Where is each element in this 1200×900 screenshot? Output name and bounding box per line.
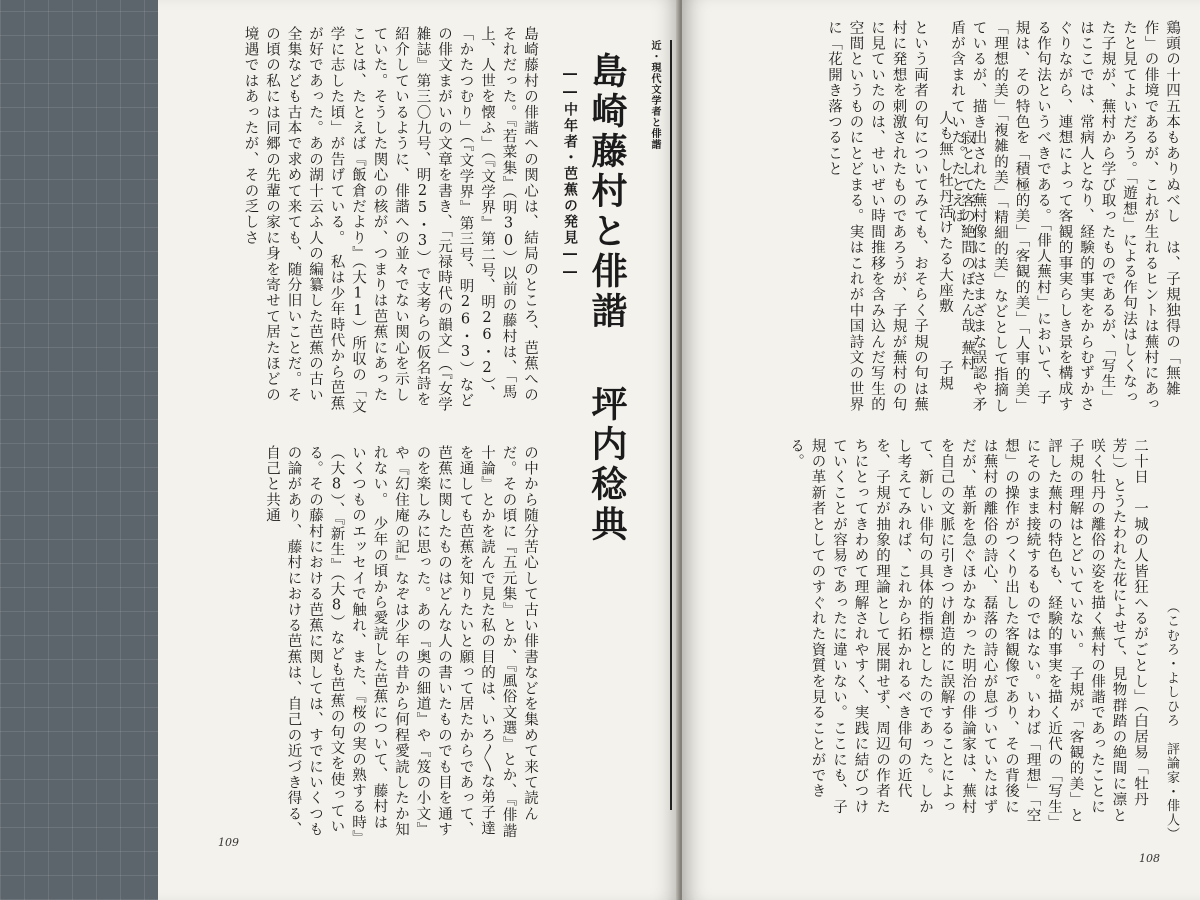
haiku-shiki-author: 子規: [937, 360, 953, 392]
right-page: [682, 0, 1200, 900]
right-upper-text: 鶏頭の十四五本もありぬべし は、子規独得の「無雑作」の俳境であるが、これが生れるヒントは蕪村にあったと見てよいだろう。「遊想」による作句法はしくなった子規が、蕪村から学び取ったものであるが、「写生」はここでは、常病人となり、経験的事実をからむずかさぐりながら、連想によって客観的事実らしき景を構成する作句法というべきである。「俳人蕪村」において、子規は、その特色を「積極的美」「客観的美」「人事的美」「理想的美」「複雑的美」「精細的美」などとして指摘しているが、描き出された蕪村像にはさまざまな誤認や矛盾が含まれていた。たとえば、: [949, 20, 1180, 414]
series-rule: [670, 40, 672, 810]
right-lower-text: 二十日 一城の人皆狂へるがごとし」（白居易「牡丹芳」）とうたわれた花によせて、見物群踏の絶間に凛と咲く牡丹の離俗の姿を描く蕪村の俳諧であったことに子規の理解はとどいていない。 子規が「客観的美」と評した蕪村の特色も、経験的事実を描く近代の「写生」にそのまま接続するものではない。いわば「理想」「空想」の操作がつくり出した客観像であり、その背後には蕪村の離俗の詩心、磊落の詩心が息づいていたはずだが、革新を急ぐほかなかった明治の俳論家は、蕪村を自己の文脈に引きつけ創造的に誤解することによって、新しい俳句の具体的指標としたのであった。しかし考えてみれば、これから拓かれるべき俳句の近代を、子規が抽象的理論として展開せず、周辺の作者たちにとってきわめて理解されやすく、実践に結びつけていくことが容易であったに違いない。ここにも、子規の革新者としてのすぐれた資質を見ることができる。: [788, 438, 1148, 824]
right-upper-text-2: という両者の句についてみても、おそらく子規の句は蕪村に発想を刺激されたものであろうが、子規が蕪村の句に見ていたのは、せいぜい時間推移を含み込んだ写生的空間というものにとどまる。実はこれが中国詩文の世界に「花開き落つること: [826, 20, 928, 413]
article-subtitle: ――中年者・芭蕉の発見――: [562, 66, 578, 282]
left-page: [158, 0, 680, 900]
series-label: 近・現代文学者と俳諧: [649, 40, 660, 150]
page-number-left: 109: [218, 836, 239, 849]
left-lower-text: の中から随分苦心して古い俳書などを集めて来て読んだ。その頃に『五元集』とか、『風俗文選』とか、『俳諧十論』とかを読んで見た私の目的は、いろ〳〵な弟子達を通しても芭蕉を知りたいと願って居たからであって、芭蕉に関したものはどんな人の書いたものでも目を通すのを楽しみに思った。あの『奥の細道』や『笈の小文』や『幻住庵の記』なぞは少年の昔から何程愛読したか知れない。 少年の頃から愛読した芭蕉について、藤村はいくつものエッセイで触れ、また、『桜の実の熟する時』（大8）、『新生』（大8）なども芭蕉の句文を使っている。その藤村における芭蕉に関しては、すでにいくつもの論があり、藤村における芭蕉は、自己の近づき得る、自己と共通: [264, 445, 538, 839]
author-name: 坪内稔典: [586, 385, 627, 545]
author-signature: （こむろ・よしひろ 評論家・俳人）: [1164, 600, 1179, 842]
haiku-buson-author: 蕪村: [959, 340, 975, 372]
haiku-buson: 寂として客の絶間のぼたん哉: [959, 130, 975, 335]
cutting-mat: [0, 0, 160, 900]
article-title: 島崎藤村と俳諧: [586, 52, 627, 332]
page-number-right: 108: [1139, 852, 1160, 865]
left-upper-text: 島崎藤村の俳諧への関心は、結局のところ、芭蕉へのそれだった。『若菜集』（明30）以前の藤村は、「馬上、人世を懐ふ」（『文学界』第二号、明26・2）、「かたつむり」（『文学界』第三号、明26・3）などの俳文まがいの文章を書き、「元禄時代の韻文」（『女学雑誌』第三〇九号、明25・3）で支考らの仮名詩を紹介しているように、俳諧への並々でない関心を示していた。そうした関心の核が、つまりは芭蕉にあったことは、たとえば『飯倉だより』（大11）所収の「文学に志した頃」が告げている。 私は少年時代から芭蕉が好であった。あの湖十云ふ人の編纂した芭蕉の古い全集なども古本で求めて来ても、随分旧いことだ。その頃の私には同郷の先輩の家に身を寄せて居たほどの境遇ではあったが、その乏しさ: [242, 26, 538, 415]
haiku-shiki: 人も無し牡丹活けたる大座敷: [937, 110, 953, 315]
